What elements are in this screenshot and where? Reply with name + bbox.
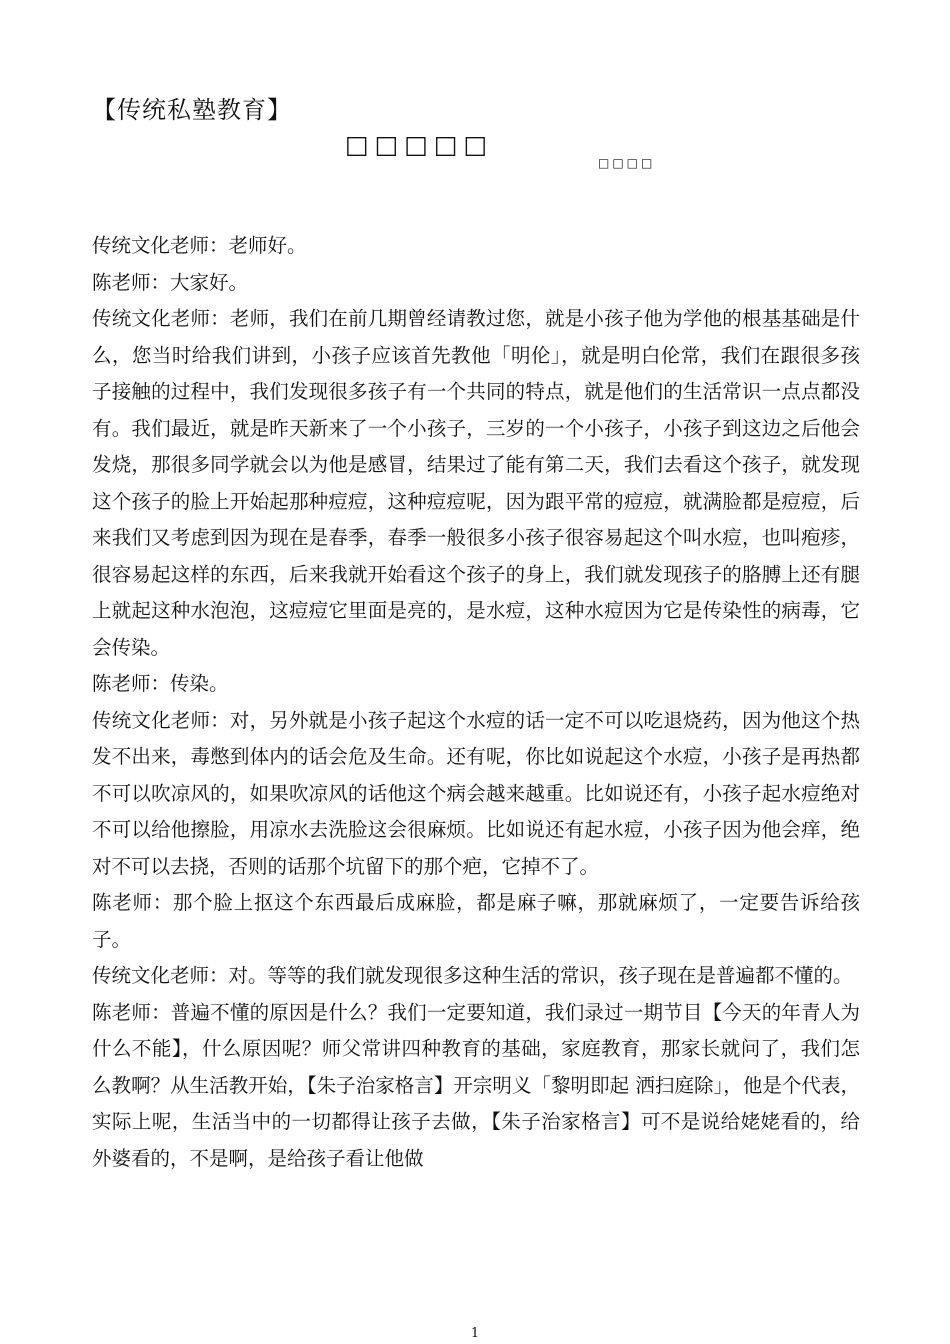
paragraph-greeting-chen: 陈老师：大家好。	[92, 270, 249, 294]
document-subtitle: □□□□	[598, 156, 656, 170]
paragraph-chen-reason: 陈老师：普遍不懂的原因是什么？我们一定要知道，我们录过一期节目【今天的年青人为什么不能】，什么原因呢？师父常讲四种教育的基础，家庭教育，那家长就问了，我们怎么教啊？从生活教开始，【朱子治家格言】开宗明义「黎明即起 洒扫庭除」，他是个代表，实际上呢，生活当中的一切都得让孩子去做，【朱子治家格言】可不是说给姥姥看的，给外婆看的，不是啊，是给孩子看让他做	[92, 1000, 860, 1170]
paragraph-life-knowledge: 传统文化老师：对。等等的我们就发现很多这种生活的常识，孩子现在是普遍都不懂的。	[92, 964, 853, 987]
paragraph-greeting-teacher: 传统文化老师：老师好。	[92, 234, 307, 257]
document-title: □□□□□	[345, 130, 494, 159]
series-tag: 【传统私塾教育】	[92, 96, 292, 124]
document-body	[92, 228, 860, 1177]
paragraph-chickenpox-care: 传统文化老师：对，另外就是小孩子起这个水痘的话一定不可以吃退烧药，因为他这个热发不出来，毒憋到体内的话会危及生命。还有呢，你比如说起这个水痘，小孩子是再热都不可以吹凉风的，如果吹凉风的话他这个病会越来越重。比如说还有，小孩子起水痘绝对不可以给他擦脸，用凉水去洗脸这会很麻烦。比如说还有起水痘，小孩子因为他会痒，绝对不可以去挠，否则的话那个坑留下的那个疤，它掉不了。	[92, 708, 860, 878]
paragraph-chen-scars: 陈老师：那个脸上抠这个东西最后成麻脸，都是麻子嘛，那就麻烦了，一定要告诉给孩子。	[92, 891, 860, 951]
paragraph-chen-contagion: 陈老师：传染。	[92, 672, 229, 695]
paragraph-question-chickenpox: 传统文化老师：老师，我们在前几期曾经请教过您，就是小孩子他为学他的根基基础是什么，您当时给我们讲到，小孩子应该首先教他「明伦」，就是明白伦常，我们在跟很多孩子接触的过程中，我们发现很多孩子有一个共同的特点，就是他们的生活常识一点点都没有。我们最近，就是昨天新来了一个小孩子，三岁的一个小孩子，小孩子到这边之后他会发烧，那很多同学就会以为他是感冒，结果过了能有第二天，我们去看这个孩子，就发现这个孩子的脸上开始起那种痘痘，这种痘痘呢，因为跟平常的痘痘，就满脸都是痘痘，后来我们又考虑到因为现在是春季，春季一般很多小孩子很容易起这个叫水痘，也叫疱疹，很容易起这样的东西，后来我就开始看这个孩子的身上，我们就发现孩子的胳膊上还有腿上就起这种水泡泡，这痘痘它里面是亮的，是水痘，这种水痘因为它是传染性的病毒，它会传染。	[92, 307, 860, 659]
page-number: 1	[470, 1326, 480, 1341]
